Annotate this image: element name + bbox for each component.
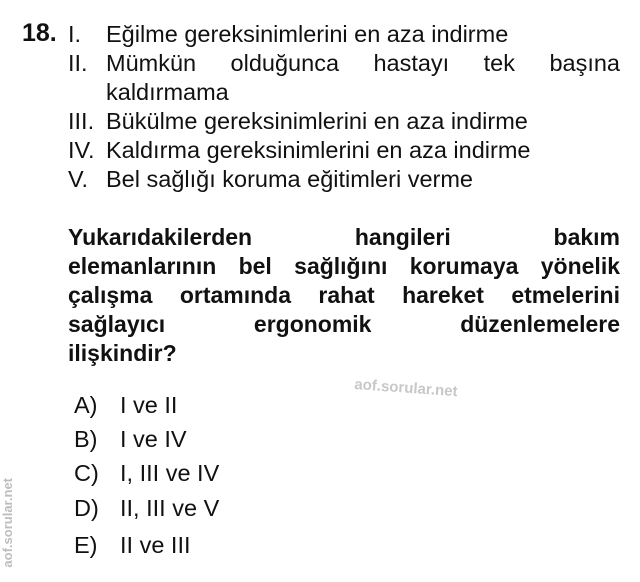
option-b-letter: B)	[74, 426, 98, 452]
option-d-letter: D)	[74, 495, 99, 521]
watermark-center: aof.sorular.net	[353, 376, 459, 401]
statement-5-roman: V.	[68, 166, 89, 192]
question-prompt-line-3: çalışma ortamında rahat hareket etmelerini	[68, 282, 620, 308]
option-d-text: II, III ve V	[120, 495, 220, 521]
option-c-text: I, III ve IV	[120, 460, 220, 486]
statement-3-roman: III.	[68, 108, 95, 134]
statement-2-text: Mümkün olduğunca hastayı tek başına	[106, 50, 620, 76]
statement-2-continuation: kaldırmama	[106, 79, 229, 105]
option-b-text: I ve IV	[120, 426, 187, 452]
option-a-text: I ve II	[120, 392, 178, 418]
statement-1-roman: I.	[68, 21, 82, 47]
watermark-side: aof.sorular.net	[0, 478, 15, 568]
question-prompt-line-2: elemanlarının bel sağlığını korumaya yönelik	[68, 253, 620, 279]
question-prompt-line-4: sağlayıcı ergonomik düzenlemelere	[68, 311, 620, 337]
statement-3-text: Bükülme gereksinimlerini en aza indirme	[106, 108, 528, 134]
statement-5-text: Bel sağlığı koruma eğitimleri verme	[106, 166, 473, 192]
statement-4-roman: IV.	[68, 137, 95, 163]
question-number: 18.	[22, 19, 57, 47]
option-e-letter: E)	[74, 532, 98, 558]
option-e-text: II ve III	[120, 532, 191, 558]
statement-4-text: Kaldırma gereksinimlerini en aza indirme	[106, 137, 531, 163]
statement-1-text: Eğilme gereksinimlerini en aza indirme	[106, 21, 509, 47]
statement-2-roman: II.	[68, 50, 88, 76]
option-c-letter: C)	[74, 460, 99, 486]
question-prompt-line-5: ilişkindir?	[68, 340, 177, 366]
question-prompt-line-1: Yukarıdakilerden hangileri bakım	[68, 224, 620, 250]
option-a-letter: A)	[74, 392, 98, 418]
